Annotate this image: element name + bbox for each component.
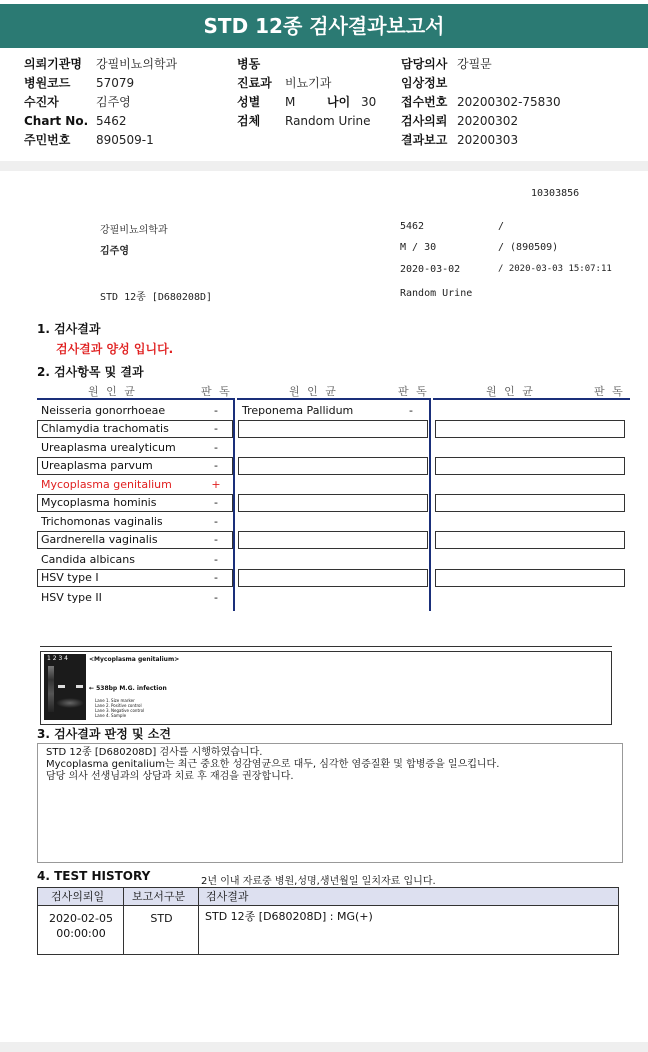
label-ward: 병동	[237, 57, 261, 71]
organism-name: HSV type II	[41, 591, 102, 604]
label-report-date: 결과보고	[401, 133, 448, 147]
value-sex: M	[285, 95, 296, 109]
history-header-date: 검사의뢰일	[51, 890, 105, 903]
test-result: -	[409, 404, 413, 417]
section-2-title: 2. 검사항목 및 결과	[37, 365, 144, 379]
header-underline	[37, 398, 233, 400]
test-result: -	[214, 515, 218, 528]
value-doctor: 강필문	[457, 57, 492, 71]
column-divider	[233, 398, 235, 611]
detail-sex-age: M / 30	[400, 242, 437, 253]
col3-organism-header: 원 인 균	[486, 385, 535, 398]
value-patient: 김주영	[96, 95, 131, 109]
col3-result-header: 판 독	[594, 385, 625, 398]
header-underline	[237, 398, 429, 400]
test-row	[37, 513, 233, 531]
organism-name: Treponema Pallidum	[242, 404, 354, 417]
footer-separator	[0, 1042, 648, 1052]
value-specimen: Random Urine	[285, 114, 371, 128]
column-divider	[429, 398, 431, 611]
label-sex: 성별	[237, 95, 261, 109]
detail-reported: / 2020-03-03 15:07:11	[498, 264, 612, 274]
gel-electrophoresis-image	[44, 654, 86, 720]
comment-box	[37, 743, 623, 863]
test-row	[37, 569, 233, 587]
organism-name: Gardnerella vaginalis	[41, 533, 158, 546]
gel-legend-item: Lane 1. Size marker	[95, 698, 135, 703]
test-result: -	[214, 553, 218, 566]
result-message: 검사결과 양성 입니다.	[56, 342, 174, 356]
separator	[0, 161, 648, 171]
col2-organism-header: 원 인 균	[289, 385, 338, 398]
empty-cell	[238, 457, 428, 475]
gel-legend	[95, 698, 144, 718]
gel-smear	[56, 698, 84, 708]
label-receipt-no: 접수번호	[401, 95, 448, 109]
comment-line: 담당 의사 선생님과의 상담과 치료 후 재검을 권장합니다.	[46, 771, 294, 782]
detail-test: STD 12종 [D680208D]	[100, 292, 213, 303]
info-block-middle	[237, 55, 376, 131]
gel-band-annotation: ← 538bp M.G. infection	[89, 685, 167, 692]
test-row	[238, 402, 428, 420]
report-title: STD 12종 검사결과보고서	[0, 4, 648, 48]
empty-cell	[435, 494, 625, 512]
test-result: -	[214, 496, 218, 509]
comment-line: Mycoplasma genitalium는 최근 중요한 성감염균으로 대두, 심각한 염증질환 및 합병증을 일으킵니다.	[46, 759, 500, 770]
empty-cell	[238, 494, 428, 512]
value-resident-no: 890509-1	[96, 133, 154, 147]
empty-cell	[238, 420, 428, 438]
detail-specimen: Random Urine	[400, 288, 473, 299]
detail-birth: / (890509)	[498, 242, 559, 253]
value-report-date: 20200303	[457, 133, 519, 147]
label-clinical-info: 임상정보	[401, 76, 448, 90]
value-age: 30	[361, 95, 377, 109]
organism-name: Candida albicans	[41, 553, 135, 566]
info-block-right	[401, 55, 561, 150]
value-hospital-code: 57079	[96, 76, 135, 90]
empty-cell	[238, 531, 428, 549]
detail-received: 2020-03-02	[400, 264, 461, 275]
history-table	[37, 887, 619, 955]
comment-line: STD 12종 [D680208D] 검사를 시행하였습니다.	[46, 747, 263, 758]
empty-cell	[435, 531, 625, 549]
organism-name: Mycoplasma genitalium	[41, 478, 172, 491]
empty-cell	[435, 569, 625, 587]
label-request-date: 검사의뢰	[401, 114, 448, 128]
test-result: +	[211, 478, 221, 491]
section-3-title: 3. 검사결과 판정 및 소견	[37, 727, 171, 741]
gel-legend-item: Lane 3. Negative control	[95, 708, 145, 713]
label-specimen: 검체	[237, 114, 261, 128]
test-row	[37, 531, 233, 549]
label-patient: 수진자	[24, 95, 59, 109]
detail-patient: 김주영	[100, 246, 129, 257]
empty-cell	[238, 569, 428, 587]
value-receipt-no: 20200302-75830	[457, 95, 561, 109]
header-underline	[433, 398, 630, 400]
divider-line	[40, 646, 612, 647]
value-chart-no: 5462	[96, 114, 127, 128]
test-result: -	[214, 571, 218, 584]
test-row	[37, 420, 233, 438]
col2-result-header: 판 독	[398, 385, 429, 398]
value-request-date: 20200302	[457, 114, 519, 128]
value-department: 비뇨기과	[285, 76, 332, 90]
empty-cell	[435, 420, 625, 438]
test-row	[37, 494, 233, 512]
history-type: STD	[150, 912, 173, 925]
organism-name: Mycoplasma hominis	[41, 496, 157, 509]
report-code: 10303856	[531, 188, 580, 199]
gel-marker-lane	[48, 666, 54, 712]
col1-organism-header: 원 인 균	[88, 385, 137, 398]
gel-lane-numbers: 1 2 3 4	[47, 655, 68, 662]
detail-clinic: 강필비뇨의학과	[100, 225, 168, 236]
section-4-title: 4. TEST HISTORY	[37, 869, 151, 883]
test-row	[37, 402, 233, 420]
test-row	[37, 439, 233, 457]
info-block-left	[24, 55, 177, 150]
label-age: 나이	[327, 95, 351, 109]
test-result: -	[214, 459, 218, 472]
test-row	[37, 457, 233, 475]
test-row	[37, 551, 233, 569]
organism-name: HSV type I	[41, 571, 99, 584]
test-result: -	[214, 441, 218, 454]
organism-name: Ureaplasma parvum	[41, 459, 153, 472]
history-header-type: 보고서구분	[132, 890, 186, 903]
detail-chart: 5462	[400, 221, 425, 232]
gel-band	[58, 685, 65, 688]
label-chart-no: Chart No.	[24, 114, 89, 128]
label-clinic: 의뢰기관명	[24, 57, 82, 71]
empty-cell	[435, 457, 625, 475]
value-clinic: 강필비뇨의학과	[96, 57, 178, 71]
detail-slash: /	[498, 221, 505, 232]
test-result: -	[214, 422, 218, 435]
label-resident-no: 주민번호	[24, 133, 71, 147]
test-result: -	[214, 533, 218, 546]
history-time: 00:00:00	[56, 927, 106, 940]
organism-name: Chlamydia trachomatis	[41, 422, 169, 435]
organism-name: Ureaplasma urealyticum	[41, 441, 176, 454]
test-row-positive	[37, 476, 233, 494]
history-date-cell	[38, 911, 124, 941]
test-result: -	[214, 591, 218, 604]
section-1-title: 1. 검사결과	[37, 322, 101, 336]
history-result: STD 12종 [D680208D] : MG(+)	[205, 910, 373, 923]
gel-band	[76, 685, 83, 688]
organism-name: Neisseria gonorrhoeae	[41, 404, 166, 417]
history-header-result: 검사결과	[206, 890, 249, 903]
col1-result-header: 판 독	[201, 385, 232, 398]
label-department: 진료과	[237, 76, 272, 90]
gel-title: <Mycoplasma genitalium>	[89, 656, 180, 663]
label-hospital-code: 병원코드	[24, 76, 71, 90]
test-row	[37, 589, 233, 607]
history-note: 2년 이내 자료중 병원,성명,생년월일 일치자료 입니다.	[201, 876, 436, 887]
test-result: -	[214, 404, 218, 417]
gel-legend-item: Lane 4. Sample	[95, 713, 127, 718]
organism-name: Trichomonas vaginalis	[41, 515, 163, 528]
label-doctor: 담당의사	[401, 57, 448, 71]
gel-legend-item: Lane 2. Positive control	[95, 703, 142, 708]
history-date: 2020-02-05	[49, 912, 113, 925]
